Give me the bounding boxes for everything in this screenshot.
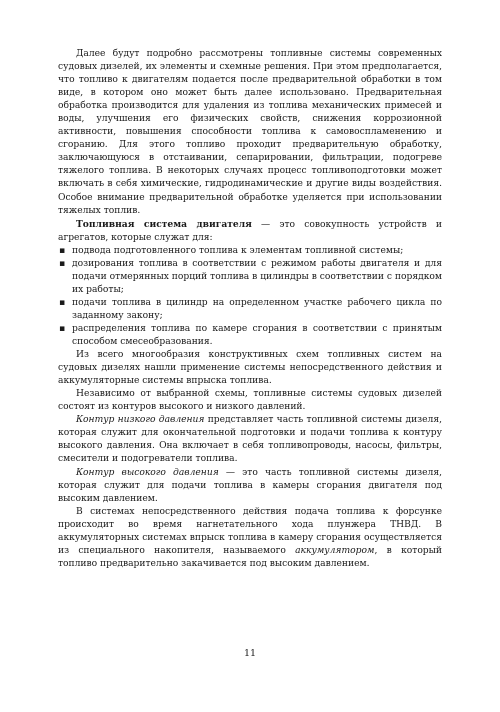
- page-number: 11: [243, 648, 257, 659]
- list-item: [58, 245, 442, 258]
- definition-paragraph: [58, 218, 442, 245]
- low-pressure-text: представляет часть топливной системы дизеля, которая служит для окончательной подготовки и подачи топлива к контуру высокого давления. Она включает в себя топливопроводы, насосы, фильтры, смесители и подогреватели топлива.: [58, 415, 442, 465]
- list-item: [58, 297, 442, 323]
- functions-list: [58, 245, 442, 349]
- definition-text: — это совокупность устройств и агрегатов, которые служат для:: [58, 219, 442, 243]
- intro-paragraph: Далее будут подробно рассмотрены топливные системы современных судовых дизелей, их элементы и схемные решения. При этом предполагается, что топливо к двигателям подается после предварительной обработки в том виде, в котором оно может быть далее использовано. Предварительная обработка производится для удаления из топлива механических примесей и воды, улучшения его физических свойств, снижения коррозионной активности, повышения способности топлива к самовоспламенению и сгоранию. Для этого топливо проходит предварительную обработку, заключающуюся в отстаивании, сепарировании, фильтрации, подогреве тяжелого топлива. В некоторых случаях процесс топливоподготовки может включать в себя химические, гидродинамические и другие виды воздействия. Особое внимание предварительной обработке уделяется при использовании тяжелых топлив.: [58, 49, 442, 216]
- high-pressure-text: — это часть топливной системы дизеля, которая служит для подачи топлива в камеры сгорания двигателя под высоким давлением.: [58, 467, 442, 504]
- low-pressure-term: Контур низкого давления: [76, 415, 205, 426]
- definition-term: Топливная система двигателя: [76, 218, 252, 230]
- list-item-text: подачи топлива в цилиндр на определенном участке рабочего цикла по заданному закону;: [72, 297, 442, 321]
- list-item-text: дозирования топлива в соответствии с режимом работы двигателя и для подачи отмерянных порций топлива в цилиндры в соответствии с порядком их работы;: [72, 258, 442, 295]
- accumulator-text-after: , в который топливо предварительно закачивается под высоким давлением.: [58, 545, 442, 569]
- circuits-paragraph: Независимо от выбранной схемы, топливные системы судовых дизелей состоят из контуров высокого и низкого давлений.: [58, 389, 442, 413]
- accumulator-paragraph: [58, 506, 442, 571]
- list-item: [58, 258, 442, 297]
- square-bullet-icon: ▪: [59, 245, 66, 256]
- list-item: [58, 323, 442, 349]
- low-pressure-paragraph: [58, 414, 442, 466]
- systems-paragraph: Из всего многообразия конструктивных схем топливных систем на судовых дизелях нашли применение системы непосредственного действия и аккумуляторные системы впрыска топлива.: [58, 350, 442, 387]
- square-bullet-icon: ▪: [59, 297, 66, 308]
- high-pressure-paragraph: [58, 467, 442, 506]
- accumulator-text-before: В системах непосредственного действия подача топлива к форсунке происходит во время нагнетательного хода плунжера ТНВД. В аккумуляторных системах впрыск топлива в камеру сгорания осуществляется из специального накопителя, называемого: [58, 506, 442, 556]
- list-item-text: распределения топлива по камере сгорания в соответствии с принятым способом смесеобразования.: [72, 323, 442, 348]
- square-bullet-icon: ▪: [59, 323, 66, 334]
- list-item-text: подвода подготовленного топлива к элементам топливной системы;: [72, 245, 404, 256]
- accumulator-term: аккумулятором: [295, 545, 375, 556]
- high-pressure-term: Контур высокого давления: [76, 467, 219, 478]
- square-bullet-icon: ▪: [59, 258, 66, 269]
- page-body: [58, 48, 442, 571]
